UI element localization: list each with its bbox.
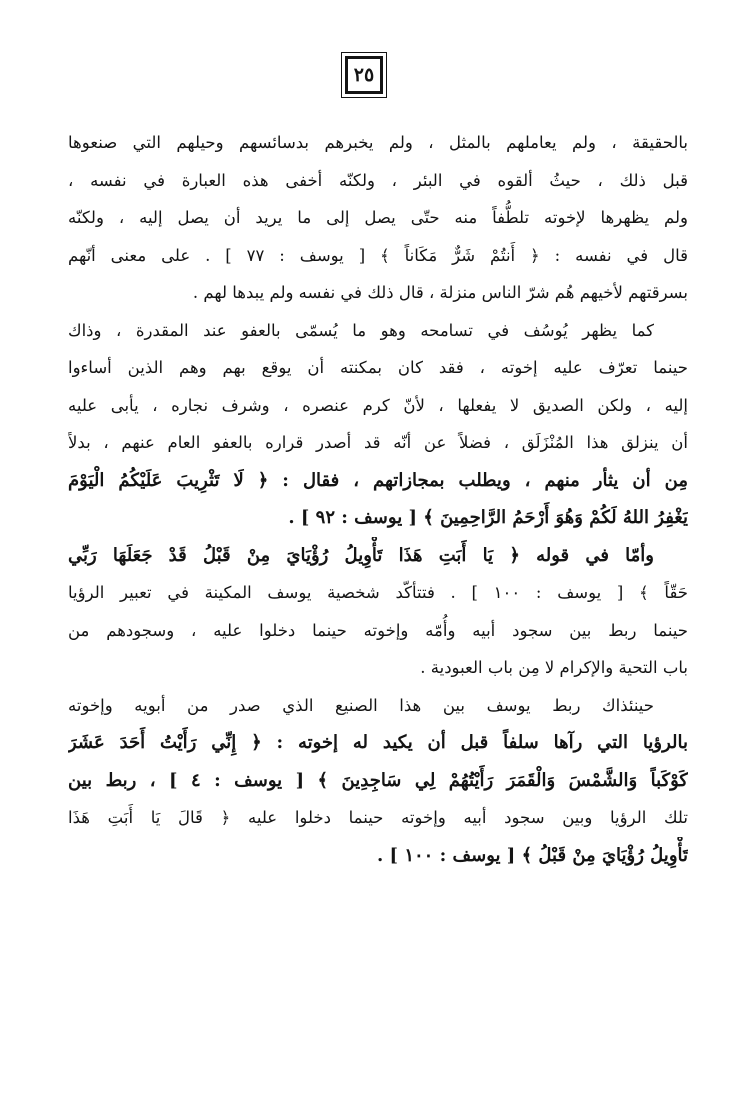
quran-quote-line: كَوْكَباً وَالشَّمْسَ وَالْقَمَرَ رَأَيْتُهُمْ لِي سَاجِدِينَ ﴾ [ يوسف : ٤ ] ، ربط بين (68, 769, 688, 791)
text-line: حينما ربط بين سجود أبيه وأُمّه وإخوته حينما دخلوا عليه ، وسجودهم من (68, 620, 688, 640)
page-number-frame (341, 52, 387, 98)
text-line-with-quran-quote: قال في نفسه : ﴿ أَنتُمْ شَرٌّ مَكَاناً ﴾ [ يوسف : ٧٧ ] . على معنى أنّهم (68, 245, 688, 265)
text-line: أن ينزلق هذا المُنْزَلَق ، فضلاً عن أنّه قد أصدر قراره بالعفو العام عنهم ، بدلاً (68, 433, 688, 452)
quran-quote-line: تَأْوِيلُ رُؤْيَايَ مِنْ قَبْلُ ﴾ [ يوسف : ١٠٠ ] . (376, 844, 688, 866)
text-line-with-quran-quote: بالرؤيا التي رآها سلفاً قبل أن يكيد له إخوته : ﴿ إِنِّي رَأَيْتُ أَحَدَ عَشَرَ (68, 732, 688, 753)
quran-quote-line: يَغْفِرُ اللهُ لَكُمْ وَهُوَ أَرْحَمُ الرَّاحِمِينَ ﴾ [ يوسف : ٩٢ ] . (288, 507, 688, 528)
paragraph-first-line: حينئذاك ربط يوسف بين هذا الصنيع الذي صدر من أبويه وإخوته (68, 695, 654, 715)
text-line: ولم يظهرها لإخوته تلطُّفاً منه حتّى يصل إلى ما يريد أن يصل إليه ، ولكنّه (68, 208, 688, 227)
text-line: قبل ذلك ، حيثُ ألقوه في البئر ، ولكنّه أخفى هذه العبارة في نفسه ، (68, 170, 688, 190)
text-line: بسرقتهم لأخيهم هُم شرّ الناس منزلة ، قال ذلك في نفسه ولم يبدها لهم . (192, 283, 688, 302)
text-line: باب التحية والإكرام لا مِن باب العبودية . (420, 658, 688, 677)
text-line-with-quran-quote: حَقّاً ﴾ [ يوسف : ١٠٠ ] . فتتأكّد شخصية يوسف المكينة في تعبير الرؤيا (68, 583, 688, 602)
paragraph-first-line: وأمّا في قوله ﴿ يَا أَبَتِ هَذَا تَأْوِيلُ رُؤْيَايَ مِنْ قَبْلُ قَدْ جَعَلَهَا رَبِّي (68, 544, 654, 566)
page-number: ٢٥ (345, 56, 383, 94)
book-body-text (68, 124, 688, 874)
text-line: إليه ، ولكن الصديق لا يفعلها ، لأنّ كرم عنصره ، وشرف نجاره ، يأبى عليه (68, 395, 688, 415)
text-line: بالحقيقة ، ولم يعاملهم بالمثل ، ولم يخبرهم بدسائسهم وحيلهم التي صنعوها (68, 133, 688, 152)
text-line: حينما تعرّف عليه إخوته ، فقد كان بمكنته أن يوقع بهم وهم الذين أساءوا (68, 358, 688, 377)
paragraph-first-line: كما يظهر يُوسُف في تسامحه وهو ما يُسمّى بالعفو عند المقدرة ، وذاك (68, 320, 654, 340)
text-line-with-quran-quote: تلك الرؤيا وبين سجود أبيه وإخوته حينما دخلوا عليه ﴿ قَالَ يَا أَبَتِ هَذَا (68, 808, 688, 827)
text-line-with-quran-quote: مِن أن يثأر منهم ، ويطلب بمجازاتهم ، فقال : ﴿ لَا تَثْرِيبَ عَلَيْكُمُ الْيَوْمَ (68, 469, 688, 491)
